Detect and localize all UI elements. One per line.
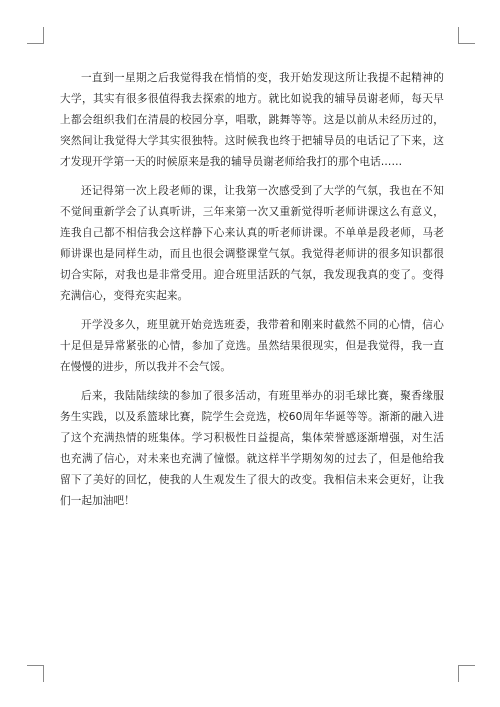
crop-mark-top-left <box>27 27 44 44</box>
document-body <box>60 68 444 512</box>
paragraph-3: 开学没多久，班里就开始竞选班委，我带着和刚来时截然不同的心情，信心十足但是异常紧张的心情，参加了竞选。虽然结果很现实，但是我觉得，我一直在慢慢的进步，所以我并不会气馁。 <box>60 319 444 373</box>
crop-mark-bottom-left <box>27 665 44 682</box>
crop-mark-bottom-right <box>458 665 475 682</box>
paragraph-1: 一直到一星期之后我觉得我在悄悄的变，我开始发现这所让我提不起精神的大学，其实有很多很值得我去探索的地方。就比如说我的辅导员谢老师，每天早上都会组织我们在清晨的校园分享，唱歌，跳舞等等。这是以前从未经历过的，突然间让我觉得大学其实很独特。这时候我也终于把辅导员的电话记了下来，这才发现开学第一天的时候原来是我的辅导员谢老师给我打的那个电话…… <box>60 72 444 168</box>
crop-mark-top-right <box>458 27 475 44</box>
paragraph-2: 还记得第一次上段老师的课，让我第一次感受到了大学的气氛，我也在不知不觉间重新学会了认真听讲，三年来第一次又重新觉得听老师讲课这么有意义，连我自己都不相信我会这样静下心来认真的听老师讲课。不单单是段老师，马老师讲课也是同样生动，而且也很会调整课堂气氛。我觉得老师讲的很多知识都很切合实际，对我也是非常受用。迎合班里活跃的气氛，我发现我真的变了。变得充满信心，变得充实起来。 <box>60 185 444 302</box>
paragraph-4: 后来，我陆陆续续的参加了很多活动，有班里举办的羽毛球比赛，聚香缘服务生实践，以及系篮球比赛，院学生会竞选，校60周年华诞等等。渐渐的融入进了这个充满热情的班集体。学习积极性日益提高，集体荣誉感逐渐增强，对生活也充满了信心，对未来也充满了憧憬。就这样半学期匆匆的过去了，但是他给我留下了美好的回忆，使我的人生观发生了很大的改变。我相信未来会更好，让我们一起加油吧！ <box>60 390 444 507</box>
